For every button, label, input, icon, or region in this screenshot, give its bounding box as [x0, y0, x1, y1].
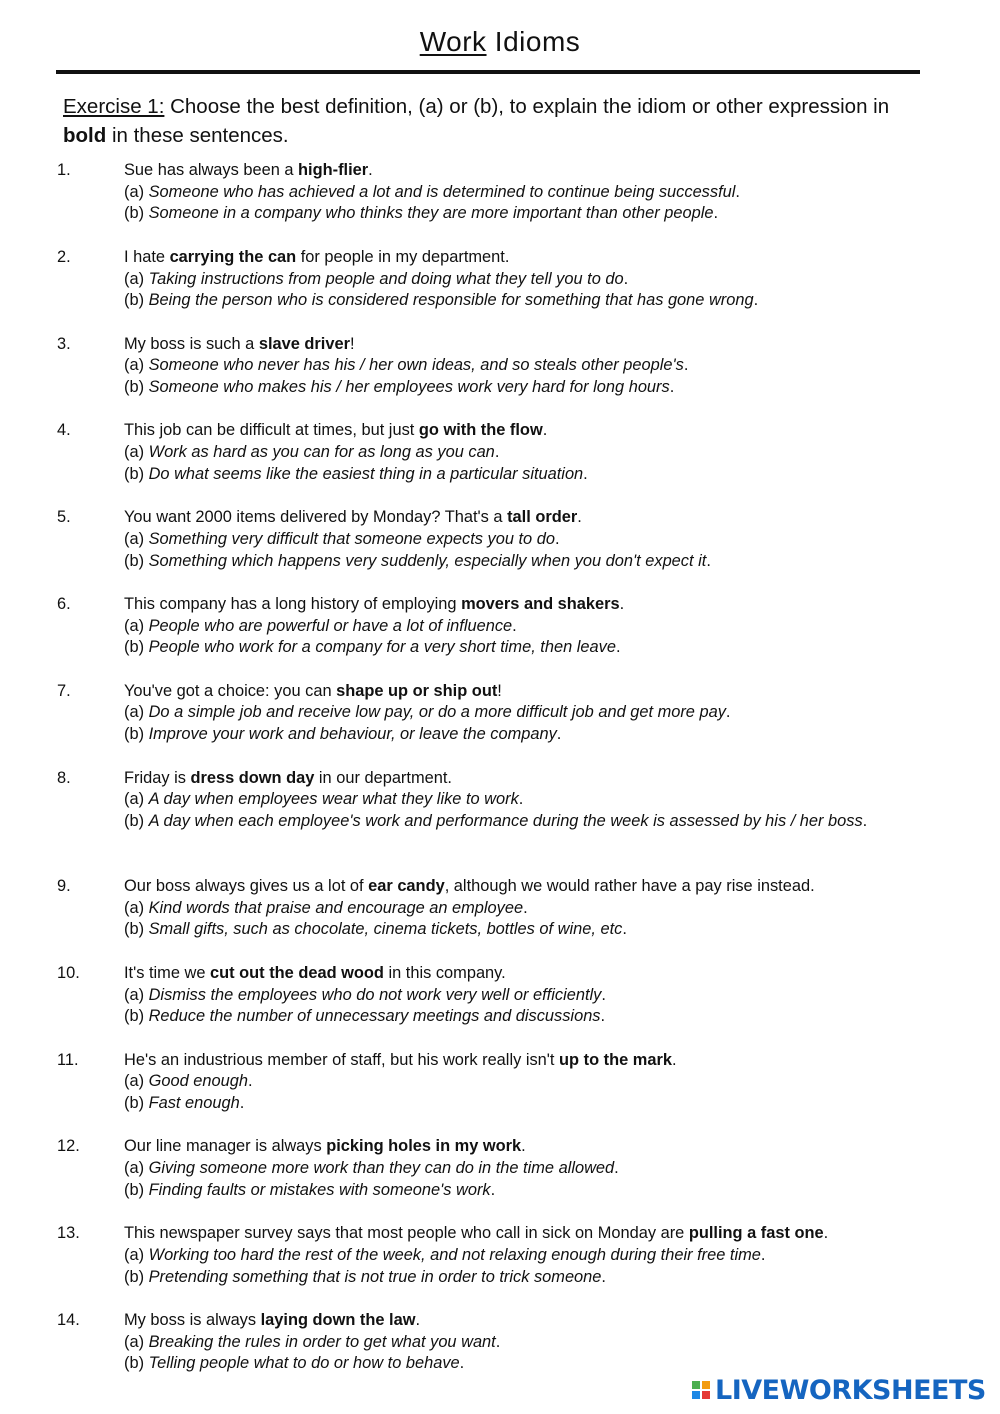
option-a[interactable]: (a) Breaking the rules in order to get what you want. [124, 1332, 501, 1351]
idiom-expression: tall order [507, 508, 578, 527]
option-b-text: Someone in a company who thinks they are more important than other people [148, 204, 714, 223]
sentence-after: . [671, 1050, 677, 1069]
instructions-bold-word: bold [63, 124, 107, 147]
sentence-after: ! [497, 681, 502, 700]
sentence-before: My boss is such a [124, 334, 259, 353]
option-a-label: (a) [124, 898, 149, 917]
option-a[interactable]: (a) Kind words that praise and encourage an employee. [124, 898, 528, 917]
option-b-label: (b) [124, 378, 149, 396]
sentence-after: . [577, 508, 582, 527]
option-a-text: Working too hard the rest of the week, and not relaxing enough during their free time [148, 1245, 761, 1264]
question-sentence [124, 876, 904, 898]
option-b[interactable]: (b) Telling people what to do or how to behave. [124, 1354, 465, 1373]
question-item [0, 334, 1000, 421]
option-a-text: Kind words that praise and encourage an employee [148, 898, 524, 917]
option-b-text: A day when each employee's work and performance during the week is assessed by his / her boss [148, 811, 863, 830]
option-a[interactable]: (a) People who are powerful or have a lot of influence. [124, 616, 517, 635]
question-sentence [124, 594, 904, 616]
question-item [0, 420, 1000, 507]
idiom-expression: slave driver [258, 334, 350, 353]
question-item [0, 963, 1000, 1050]
option-a[interactable]: (a) Work as hard as you can for as long as you can. [124, 443, 500, 462]
question-sentence [124, 963, 904, 985]
option-a[interactable]: (a) Taking instructions from people and doing what they tell you to do. [124, 269, 629, 288]
option-b-text: Being the person who is considered responsible for something that has gone wrong [148, 291, 754, 310]
option-a[interactable]: (a) A day when employees wear what they like to work. [124, 790, 524, 809]
option-a-label: (a) [124, 182, 149, 201]
question-number: 2. [57, 247, 71, 266]
question-item [0, 1050, 1000, 1137]
option-a[interactable]: (a) Someone who never has his / her own ideas, and so steals other people's. [124, 356, 689, 375]
option-b-text: Fast enough [148, 1094, 240, 1113]
instructions-text-1: Choose the best definition, (a) or (b), to explain the idiom or other expression in [164, 95, 890, 118]
question-sentence [124, 1310, 904, 1332]
option-b-text: Improve your work and behaviour, or leave the company [148, 725, 557, 744]
option-a-label: (a) [124, 1332, 149, 1351]
option-a-label: (a) [124, 703, 149, 722]
liveworksheets-logo [692, 1373, 986, 1407]
sentence-before: This job can be difficult at times, but just [124, 421, 419, 440]
option-a-label: (a) [124, 1245, 149, 1264]
page-title [0, 24, 1000, 60]
option-b-text: Something which happens very suddenly, especially when you don't expect it [148, 551, 707, 570]
option-b[interactable]: (b) Reduce the number of unnecessary meetings and discussions. [124, 1007, 606, 1026]
sentence-before: You want 2000 items delivered by Monday? That's a [124, 508, 508, 527]
question-sentence [124, 420, 904, 442]
option-b[interactable]: (b) Small gifts, such as chocolate, cinema tickets, bottles of wine, etc. [124, 920, 627, 939]
question-item [0, 247, 1000, 334]
option-a[interactable]: (a) Do a simple job and receive low pay, or do a more difficult job and get more pay. [124, 703, 731, 722]
idiom-expression: go with the flow [418, 421, 543, 440]
title-divider [56, 70, 920, 74]
option-b-label: (b) [124, 725, 149, 744]
idiom-expression: movers and shakers [461, 594, 620, 613]
question-sentence [124, 681, 904, 703]
option-a-text: Good enough [148, 1072, 248, 1091]
option-b-label: (b) [124, 1354, 149, 1373]
question-item [0, 160, 1000, 247]
option-a[interactable]: (a) Working too hard the rest of the week, and not relaxing enough during their free time. [124, 1245, 766, 1264]
option-a-label: (a) [124, 443, 149, 462]
logo-text: LIVEWORKSHEETS [715, 1374, 986, 1406]
question-number: 14. [57, 1311, 80, 1330]
sentence-before: Sue has always been a [124, 161, 299, 179]
option-b-label: (b) [124, 1094, 149, 1113]
option-b[interactable]: (b) Being the person who is considered responsible for something that has gone wrong. [124, 291, 759, 310]
sentence-after: for people in my department. [296, 247, 510, 266]
question-number: 6. [57, 594, 71, 613]
option-b[interactable]: (b) Improve your work and behaviour, or leave the company. [124, 725, 562, 744]
idiom-expression: carrying the can [169, 247, 297, 266]
sentence-after: . [521, 1137, 526, 1156]
question-sentence [124, 1136, 904, 1158]
question-sentence [124, 1050, 904, 1072]
option-b-text: Small gifts, such as chocolate, cinema tickets, bottles of wine, etc [148, 920, 623, 939]
exercise-instructions [63, 92, 933, 150]
sentence-before: Our boss always gives us a lot of [124, 877, 369, 896]
idiom-expression: laying down the law [260, 1311, 416, 1330]
sentence-after: , although we would rather have a pay rise instead. [444, 877, 815, 896]
option-b[interactable]: (b) Someone who makes his / her employees work very hard for long hours. [124, 378, 675, 396]
option-b-label: (b) [124, 811, 149, 830]
option-b-label: (b) [124, 204, 149, 223]
option-b[interactable]: (b) Something which happens very suddenly, especially when you don't expect it. [124, 551, 711, 570]
logo-squares-icon [692, 1381, 710, 1399]
question-number: 4. [57, 421, 71, 440]
option-b[interactable]: (b) A day when each employee's work and performance during the week is assessed by his / her boss. [124, 811, 868, 830]
question-sentence [124, 334, 904, 356]
question-number: 9. [57, 877, 71, 896]
option-a-label: (a) [124, 529, 149, 548]
option-a[interactable]: (a) Giving someone more work than they can do in the time allowed. [124, 1159, 619, 1178]
sentence-before: You've got a choice: you can [124, 681, 337, 700]
option-b-text: Do what seems like the easiest thing in a particular situation [148, 464, 584, 483]
sentence-before: This newspaper survey says that most people who call in sick on Monday are [124, 1224, 689, 1243]
option-a-text: Do a simple job and receive low pay, or do a more difficult job and get more pay [148, 703, 726, 722]
option-b[interactable]: (b) People who work for a company for a very short time, then leave. [124, 638, 621, 657]
idiom-expression: dress down day [190, 768, 315, 787]
sentence-before: This company has a long history of employing [124, 594, 462, 613]
question-item [0, 1136, 1000, 1223]
question-list [0, 160, 1000, 1397]
sentence-before: Our line manager is always [124, 1137, 327, 1156]
option-b-text: People who work for a company for a very short time, then leave [148, 638, 616, 657]
option-b-text: Finding faults or mistakes with someone's work [148, 1180, 491, 1199]
question-number: 3. [57, 334, 71, 353]
option-a-text: Breaking the rules in order to get what you want [148, 1332, 496, 1351]
option-a-label: (a) [124, 1159, 149, 1178]
option-b-label: (b) [124, 1180, 149, 1199]
question-number: 12. [57, 1137, 80, 1156]
option-b-label: (b) [124, 920, 149, 939]
option-b-text: Reduce the number of unnecessary meetings and discussions [148, 1007, 601, 1026]
option-a-text: Someone who has achieved a lot and is determined to continue being successful [148, 182, 736, 201]
option-a-text: A day when employees wear what they like to work [148, 790, 519, 809]
question-number: 5. [57, 508, 71, 527]
option-a-label: (a) [124, 356, 149, 375]
question-number: 13. [57, 1224, 80, 1243]
question-sentence [124, 507, 904, 529]
sentence-before: My boss is always [124, 1311, 261, 1330]
question-item [0, 768, 1000, 877]
option-a-text: Someone who never has his / her own ideas, and so steals other people's [148, 356, 684, 375]
question-item [0, 876, 1000, 963]
option-b-text: Telling people what to do or how to behave [148, 1354, 460, 1373]
sentence-before: I hate [124, 247, 170, 266]
option-a[interactable]: (a) Something very difficult that someone expects you to do. [124, 529, 560, 548]
sentence-before: Friday is [124, 768, 191, 787]
sentence-before: It's time we [124, 963, 211, 982]
option-b-text: Someone who makes his / her employees work very hard for long hours [148, 378, 670, 396]
option-b[interactable]: (b) Do what seems like the easiest thing in a particular situation. [124, 464, 588, 483]
sentence-after: . [823, 1224, 829, 1243]
question-sentence [124, 247, 904, 269]
option-b-label: (b) [124, 464, 149, 483]
option-b-label: (b) [124, 291, 149, 310]
question-number: 1. [57, 161, 71, 179]
option-b-label: (b) [124, 1267, 149, 1286]
option-a-text: Something very difficult that someone expects you to do [148, 529, 555, 548]
sentence-after: . [619, 594, 625, 613]
question-item [0, 1223, 1000, 1310]
option-a-text: People who are powerful or have a lot of influence [148, 616, 513, 635]
idiom-expression: up to the mark [559, 1050, 672, 1069]
question-sentence [124, 768, 904, 790]
sentence-after: . [415, 1311, 421, 1330]
option-a[interactable]: (a) Good enough. [124, 1072, 253, 1091]
option-a-text: Dismiss the employees who do not work very well or efficiently [148, 985, 602, 1004]
option-b-label: (b) [124, 1007, 149, 1026]
option-a[interactable]: (a) Dismiss the employees who do not work very well or efficiently. [124, 985, 606, 1004]
sentence-after: in this company. [383, 963, 506, 982]
question-sentence [124, 1223, 904, 1245]
option-a-label: (a) [124, 1072, 149, 1091]
idiom-expression: cut out the dead wood [210, 963, 384, 982]
title-underlined-word: Work [419, 26, 487, 57]
instructions-text-2: in these sentences. [106, 124, 289, 147]
sentence-after: . [368, 161, 373, 179]
title-rest: Idioms [486, 26, 581, 57]
option-a-label: (a) [124, 985, 149, 1004]
exercise-label: Exercise 1: [63, 95, 165, 118]
question-item [0, 507, 1000, 594]
option-b-label: (b) [124, 551, 149, 570]
idiom-expression: ear candy [368, 877, 445, 896]
idiom-expression: shape up or ship out [336, 681, 498, 700]
question-item [0, 681, 1000, 768]
option-b[interactable]: (b) Pretending something that is not true in order to trick someone. [124, 1267, 606, 1286]
sentence-after: in our department. [314, 768, 452, 787]
option-b[interactable]: (b) Fast enough. [124, 1094, 245, 1113]
sentence-after: ! [349, 334, 355, 353]
option-a-label: (a) [124, 790, 149, 809]
sentence-before: He's an industrious member of staff, but his work really isn't [124, 1050, 560, 1069]
option-a-label: (a) [124, 269, 149, 288]
idiom-expression: picking holes in my work [326, 1137, 522, 1156]
question-number: 10. [57, 963, 80, 982]
idiom-expression: pulling a fast one [688, 1224, 824, 1243]
option-a-text: Work as hard as you can for as long as you can [148, 443, 495, 462]
option-b-text: Pretending something that is not true in order to trick someone [148, 1267, 602, 1286]
question-number: 7. [57, 681, 71, 700]
idiom-expression: high-flier [298, 161, 369, 179]
option-a-text: Giving someone more work than they can do in the time allowed [148, 1159, 615, 1178]
question-sentence [124, 160, 904, 182]
option-a[interactable]: (a) Someone who has achieved a lot and is determined to continue being successful. [124, 182, 740, 201]
option-a-text: Taking instructions from people and doing what they tell you to do [148, 269, 624, 288]
option-b[interactable]: (b) Finding faults or mistakes with someone's work. [124, 1180, 496, 1199]
question-number: 8. [57, 768, 71, 787]
question-number: 11. [57, 1050, 79, 1069]
question-item [0, 594, 1000, 681]
option-a-label: (a) [124, 616, 149, 635]
option-b[interactable]: (b) Someone in a company who thinks they are more important than other people. [124, 204, 719, 223]
sentence-after: . [542, 421, 548, 440]
option-b-label: (b) [124, 638, 149, 657]
